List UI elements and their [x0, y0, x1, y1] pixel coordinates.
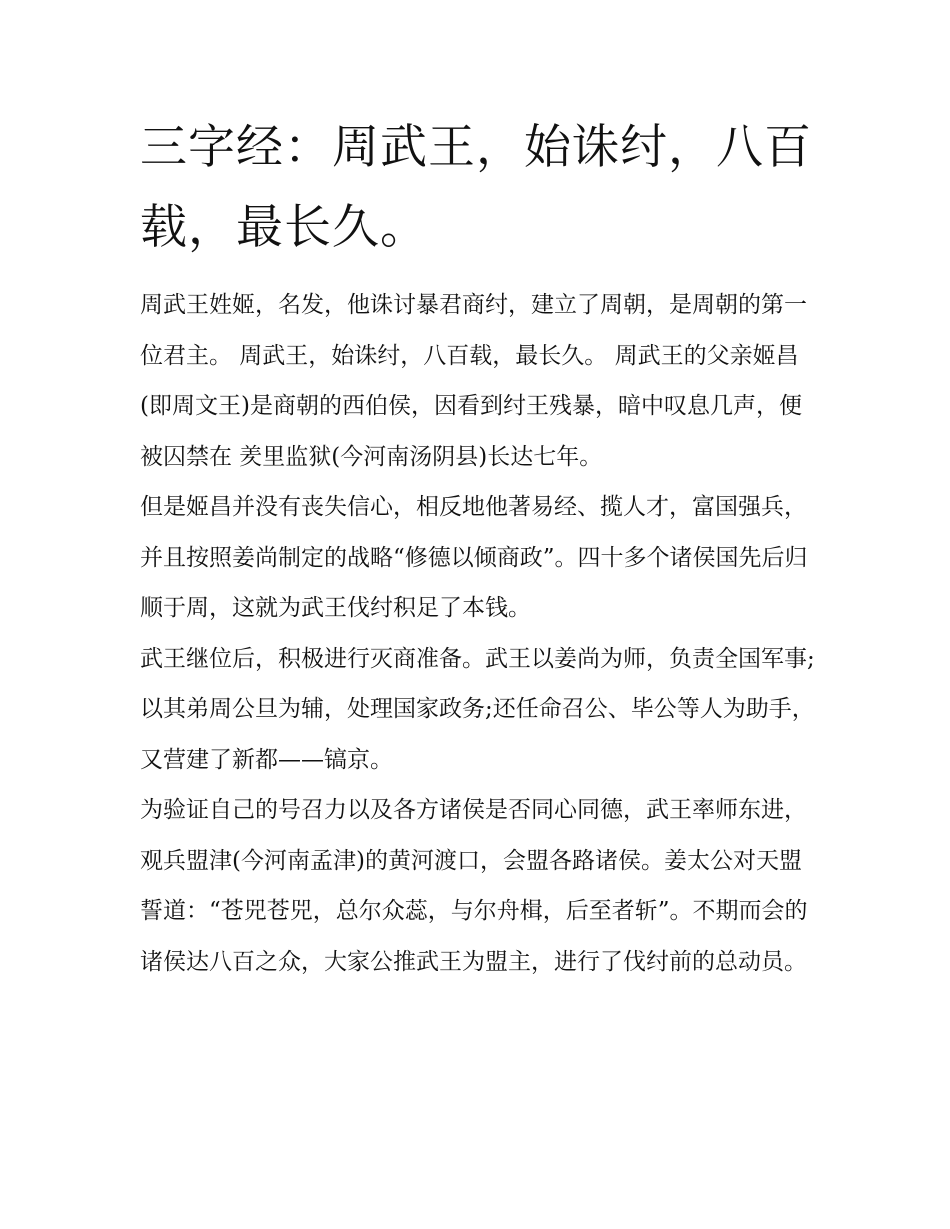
- paragraph-1: 周武王姓姬，名发，他诛讨暴君商纣，建立了周朝，是周朝的第一位君主。 周武王，始诛纣，八百载，最长久。 周武王的父亲姬昌(即周文王)是商朝的西伯侯，因看到纣王残暴，暗中叹息几声，便被囚禁在 羑里监狱(今河南汤阴县)长达七年。: [140, 292, 807, 470]
- page-title: 三字经：周武王，始诛纣，八百载，最长久。: [140, 120, 812, 255]
- paragraph-4: 为验证自己的号召力以及各方诸侯是否同心同德，武王率师东进，观兵盟津(今河南孟津)的黄河渡口，会盟各路诸侯。姜太公对天盟誓道：“苍兕苍兕，总尔众蕊，与尔舟楫，后至者斩”。不期而会的诸侯达八百之众，大家公推武王为盟主，进行了伐纣前的总动员。: [140, 797, 808, 975]
- paragraph-2: 但是姬昌并没有丧失信心，相反地他著易经、揽人才，富国强兵，并且按照姜尚制定的战略“修德以倾商政”。四十多个诸侯国先后归顺于周，这就为武王伐纣积足了本钱。: [140, 494, 808, 621]
- paragraph-3: 武王继位后，积极进行灭商准备。武王以姜尚为师，负责全国军事;以其弟周公旦为辅，处理国家政务;还任命召公、毕公等人为助手，又营建了新都——镐京。: [140, 645, 815, 773]
- document-body: [140, 108, 820, 987]
